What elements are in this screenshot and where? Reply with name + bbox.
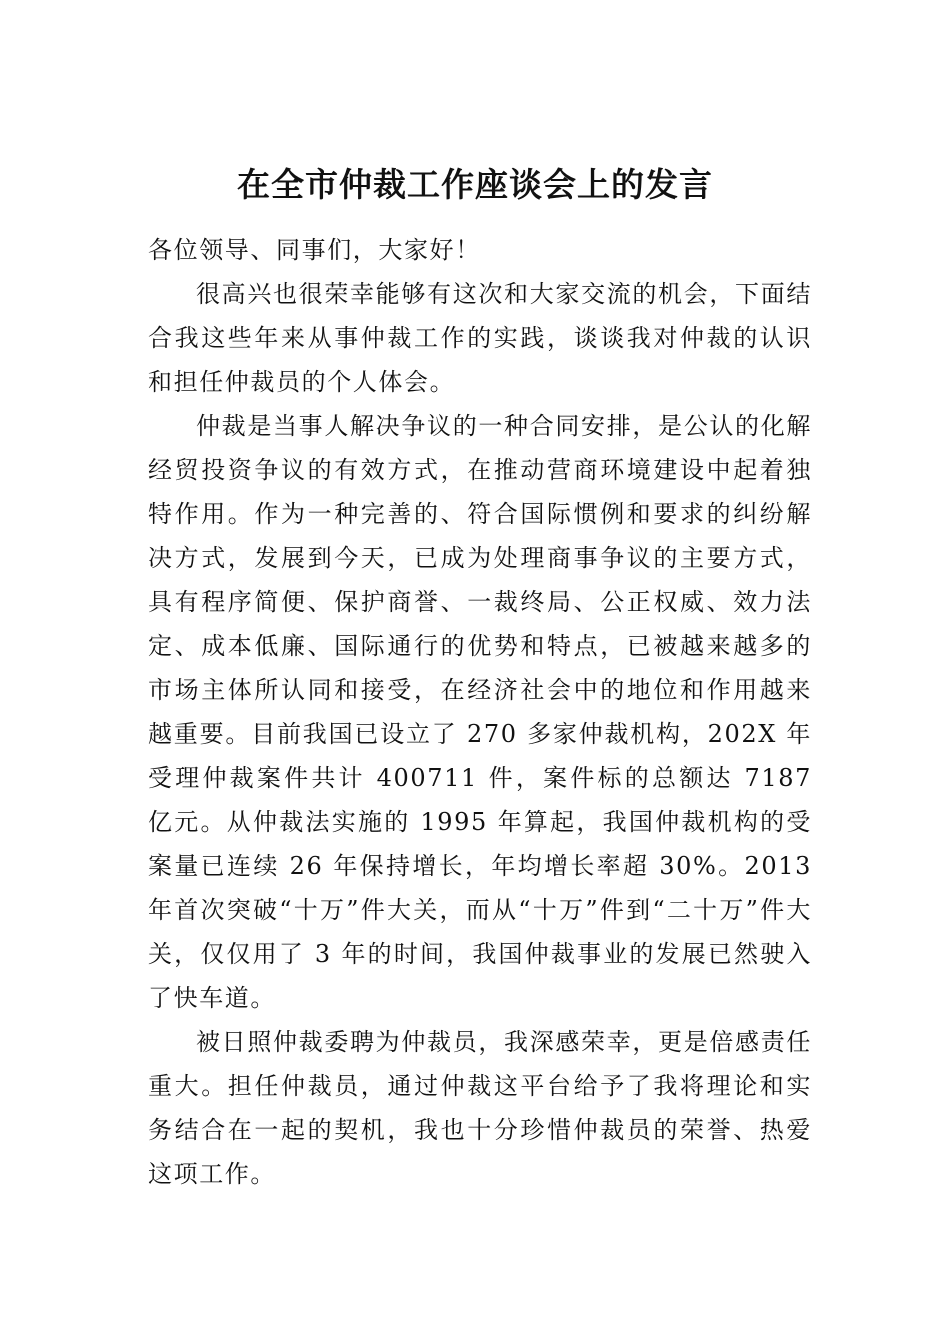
paragraph-arbitration-overview: 仲裁是当事人解决争议的一种合同安排，是公认的化解经贸投资争议的有效方式，在推动营商环境建设中起着独特作用。作为一种完善的、符合国际惯例和要求的纠纷解决方式，发展到今天，已成为处理商事争议的主要方式，具有程序简便、保护商誉、一裁终局、公正权威、效力法定、成本低廉、国际通行的优势和特点，已被越来越多的市场主体所认同和接受，在经济社会中的地位和作用越来越重要。目前我国已设立了 270 多家仲裁机构，202X 年受理仲裁案件共计 400711 件，案件标的总额达 7187 亿元。从仲裁法实施的 1995 年算起，我国仲裁机构的受案量已连续 26 年保持增长，年均增长率超 30%。2013 年首次突破“十万”件大关，而从“十万”件到“二十万”件大关，仅仅用了 3 年的时间，我国仲裁事业的发展已然驶入了快车道。 xyxy=(148,412,812,1012)
paragraph-personal-experience: 被日照仲裁委聘为仲裁员，我深感荣幸，更是倍感责任重大。担任仲裁员，通过仲裁这平台给予了我将理论和实务结合在一起的契机，我也十分珍惜仲裁员的荣誉、热爱这项工作。 xyxy=(148,1028,812,1188)
greeting-line: 各位领导、同事们，大家好！ xyxy=(148,236,481,264)
document-title: 在全市仲裁工作座谈会上的发言 xyxy=(237,165,713,204)
paragraph-intro: 很高兴也很荣幸能够有这次和大家交流的机会，下面结合我这些年来从事仲裁工作的实践，谈谈我对仲裁的认识和担任仲裁员的个人体会。 xyxy=(148,280,812,396)
document-body xyxy=(148,228,812,1196)
